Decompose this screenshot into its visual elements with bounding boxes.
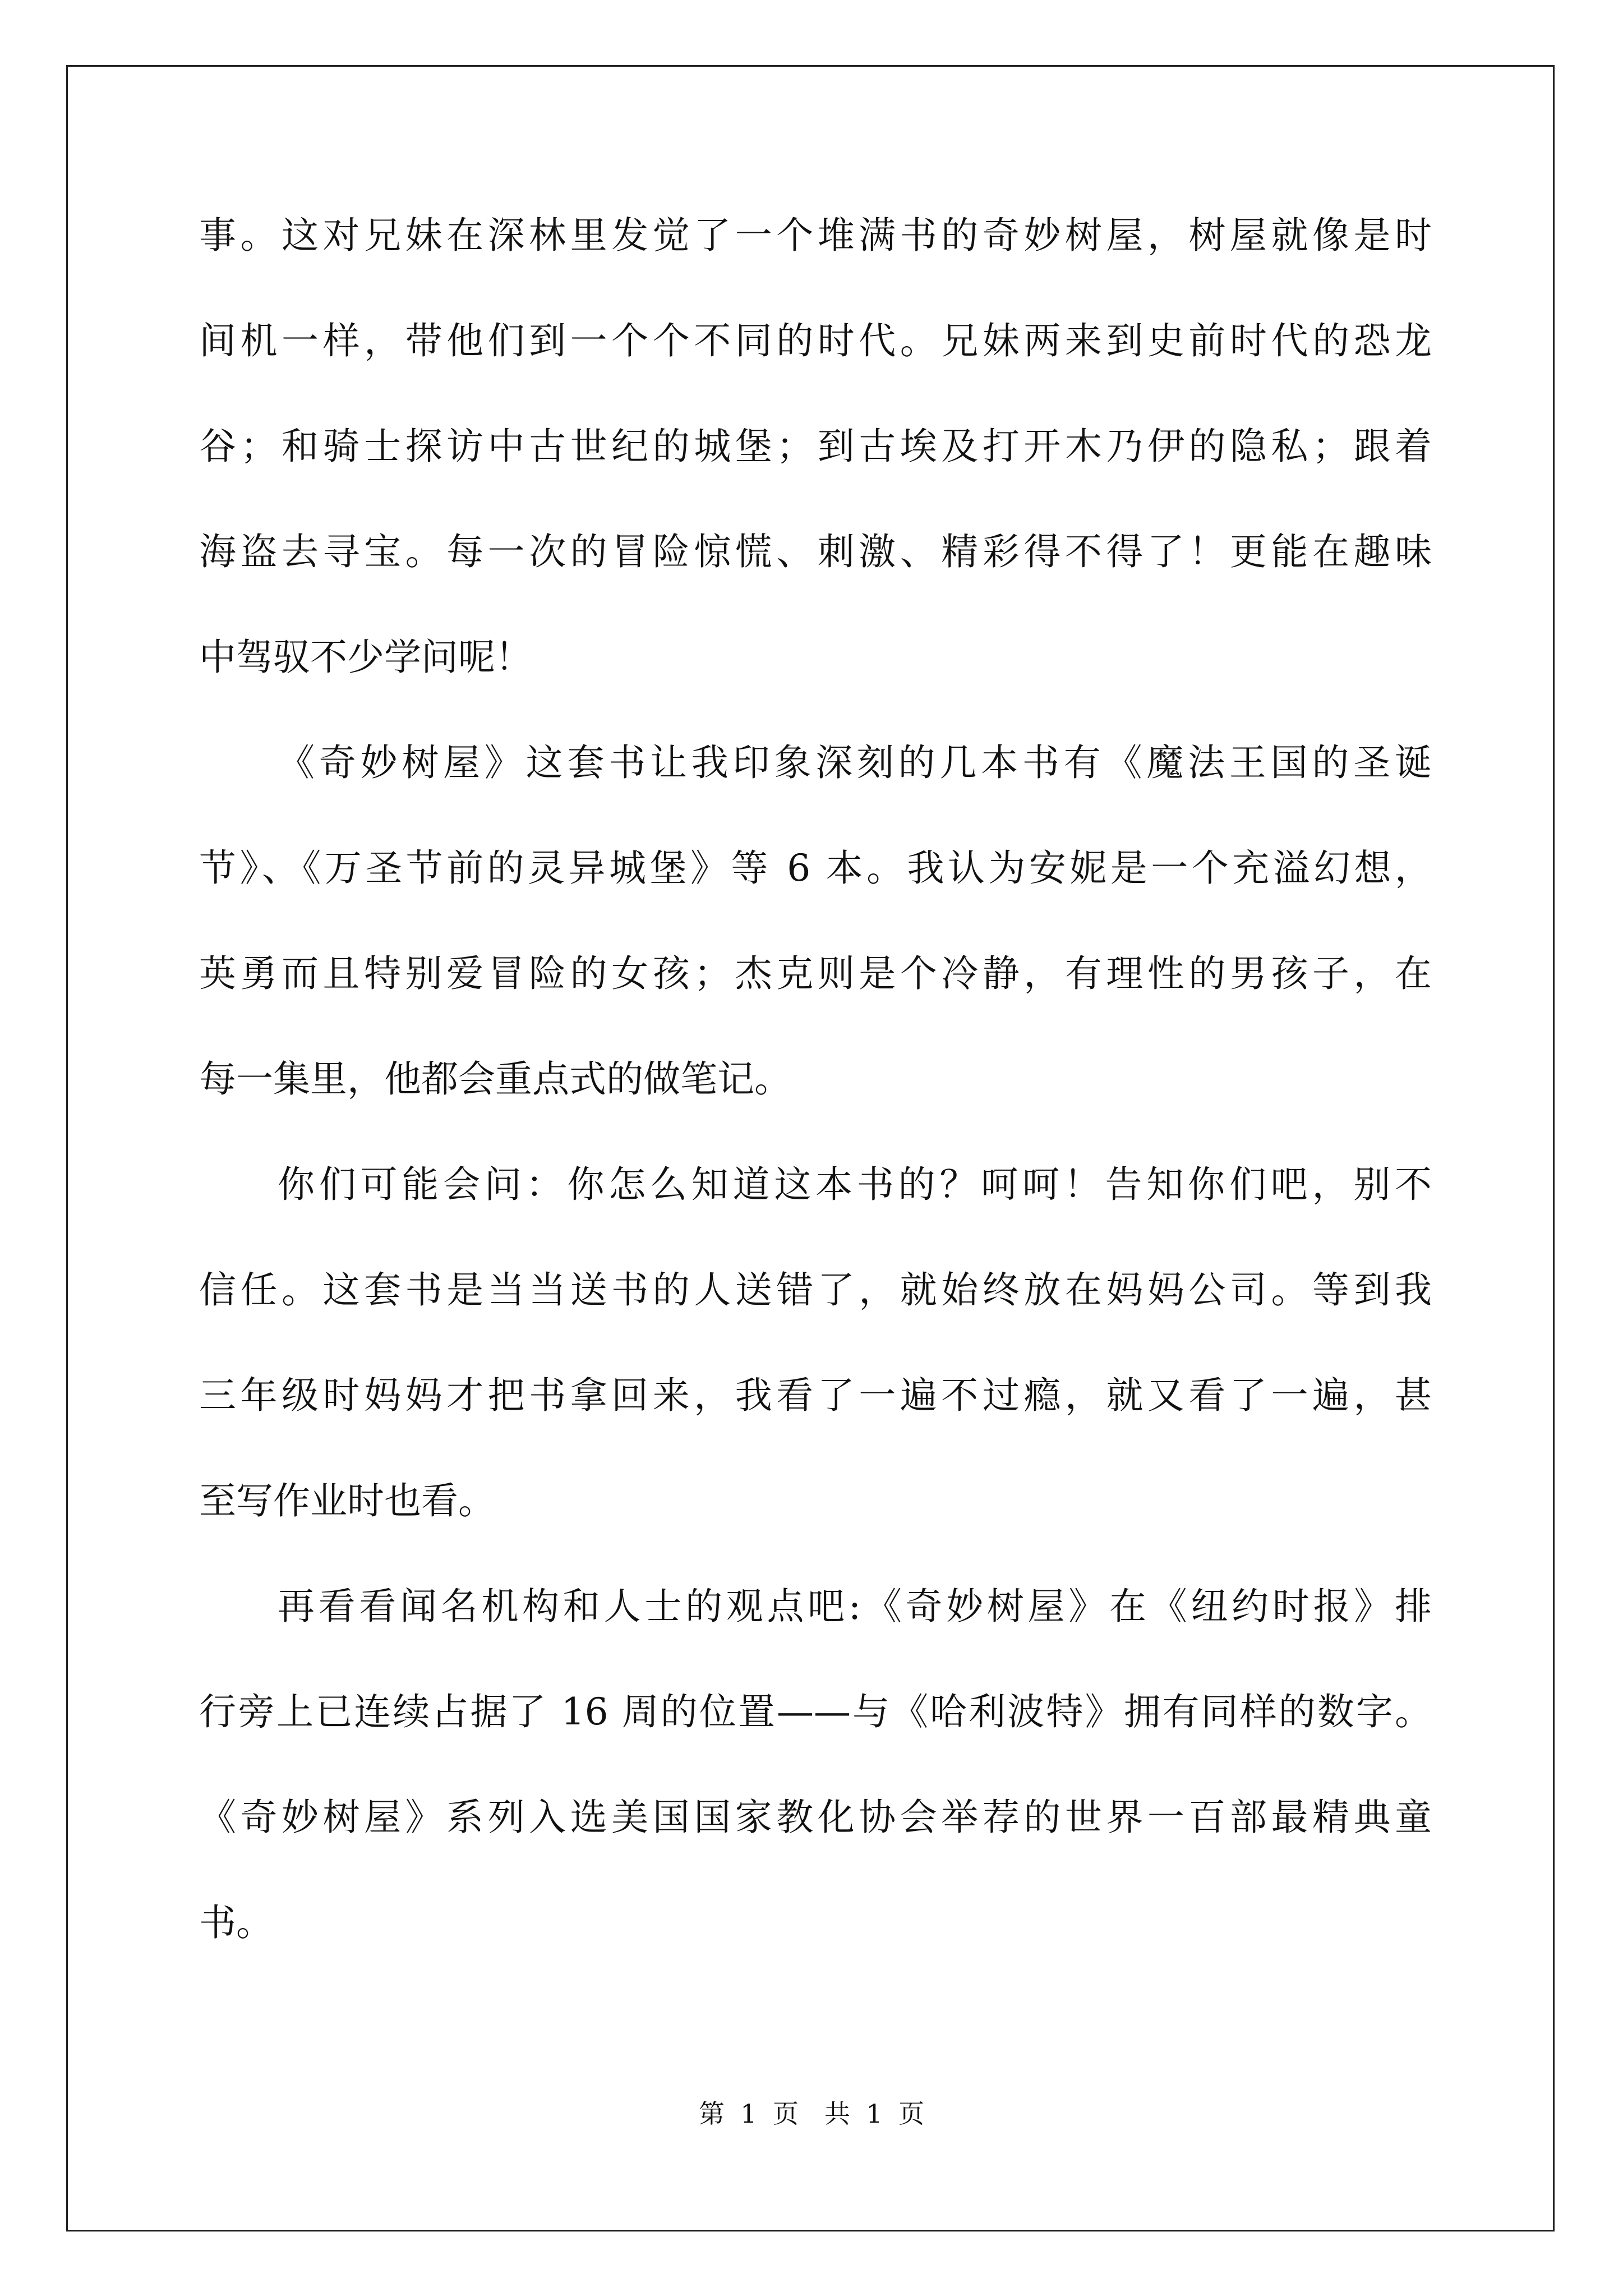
paragraph-1-line-1: 事。这对兄妹在深林里发觉了一个堆满书的奇妙树屋，树屋就像是时 — [199, 214, 1432, 257]
paragraph-1-line-3: 谷；和骑士探访中古世纪的城堡；到古埃及打开木乃伊的隐私；跟着 — [199, 425, 1432, 468]
paragraph-2-line-1: 《奇妙树屋》这套书让我印象深刻的几本书有《魔法王国的圣诞 — [278, 741, 1432, 784]
paragraph-3-line-2: 信任。这套书是当当送书的人送错了，就始终放在妈妈公司。等到我 — [199, 1268, 1432, 1312]
paragraph-3-line-1: 你们可能会问：你怎么知道这本书的？呵呵！告知你们吧，别不 — [278, 1163, 1432, 1206]
paragraph-1-line-4: 海盗去寻宝。每一次的冒险惊慌、刺激、精彩得不得了！更能在趣味 — [199, 530, 1432, 573]
paragraph-1-line-5: 中驾驭不少学问呢！ — [199, 636, 532, 679]
paragraph-4-line-2: 行旁上已连续占据了 16 周的位置——与《哈利波特》拥有同样的数字。 — [199, 1690, 1432, 1733]
paragraph-4-line-1: 再看看闻名机构和人士的观点吧:《奇妙树屋》在《纽约时报》排 — [278, 1585, 1432, 1628]
paragraph-3-line-3: 三年级时妈妈才把书拿回来，我看了一遍不过瘾，就又看了一遍，甚 — [199, 1374, 1432, 1417]
paragraph-4-line-4: 书。 — [199, 1901, 273, 1944]
paragraph-3-line-4: 至写作业时也看。 — [199, 1479, 495, 1522]
paragraph-4-line-3: 《奇妙树屋》系列入选美国国家教化协会举荐的世界一百部最精典童 — [199, 1796, 1432, 1839]
page-footer: 第 1 页 共 1 页 — [698, 2099, 925, 2129]
paragraph-1-line-2: 间机一样，带他们到一个个不同的时代。兄妹两来到史前时代的恐龙 — [199, 319, 1432, 362]
paragraph-2-line-2: 节》、《万圣节前的灵异城堡》等 6 本。我认为安妮是一个充溢幻想， — [199, 846, 1432, 890]
paragraph-2-line-3: 英勇而且特别爱冒险的女孩；杰克则是个冷静，有理性的男孩子，在 — [199, 952, 1432, 995]
paragraph-2-line-4: 每一集里，他都会重点式的做笔记。 — [199, 1057, 791, 1101]
